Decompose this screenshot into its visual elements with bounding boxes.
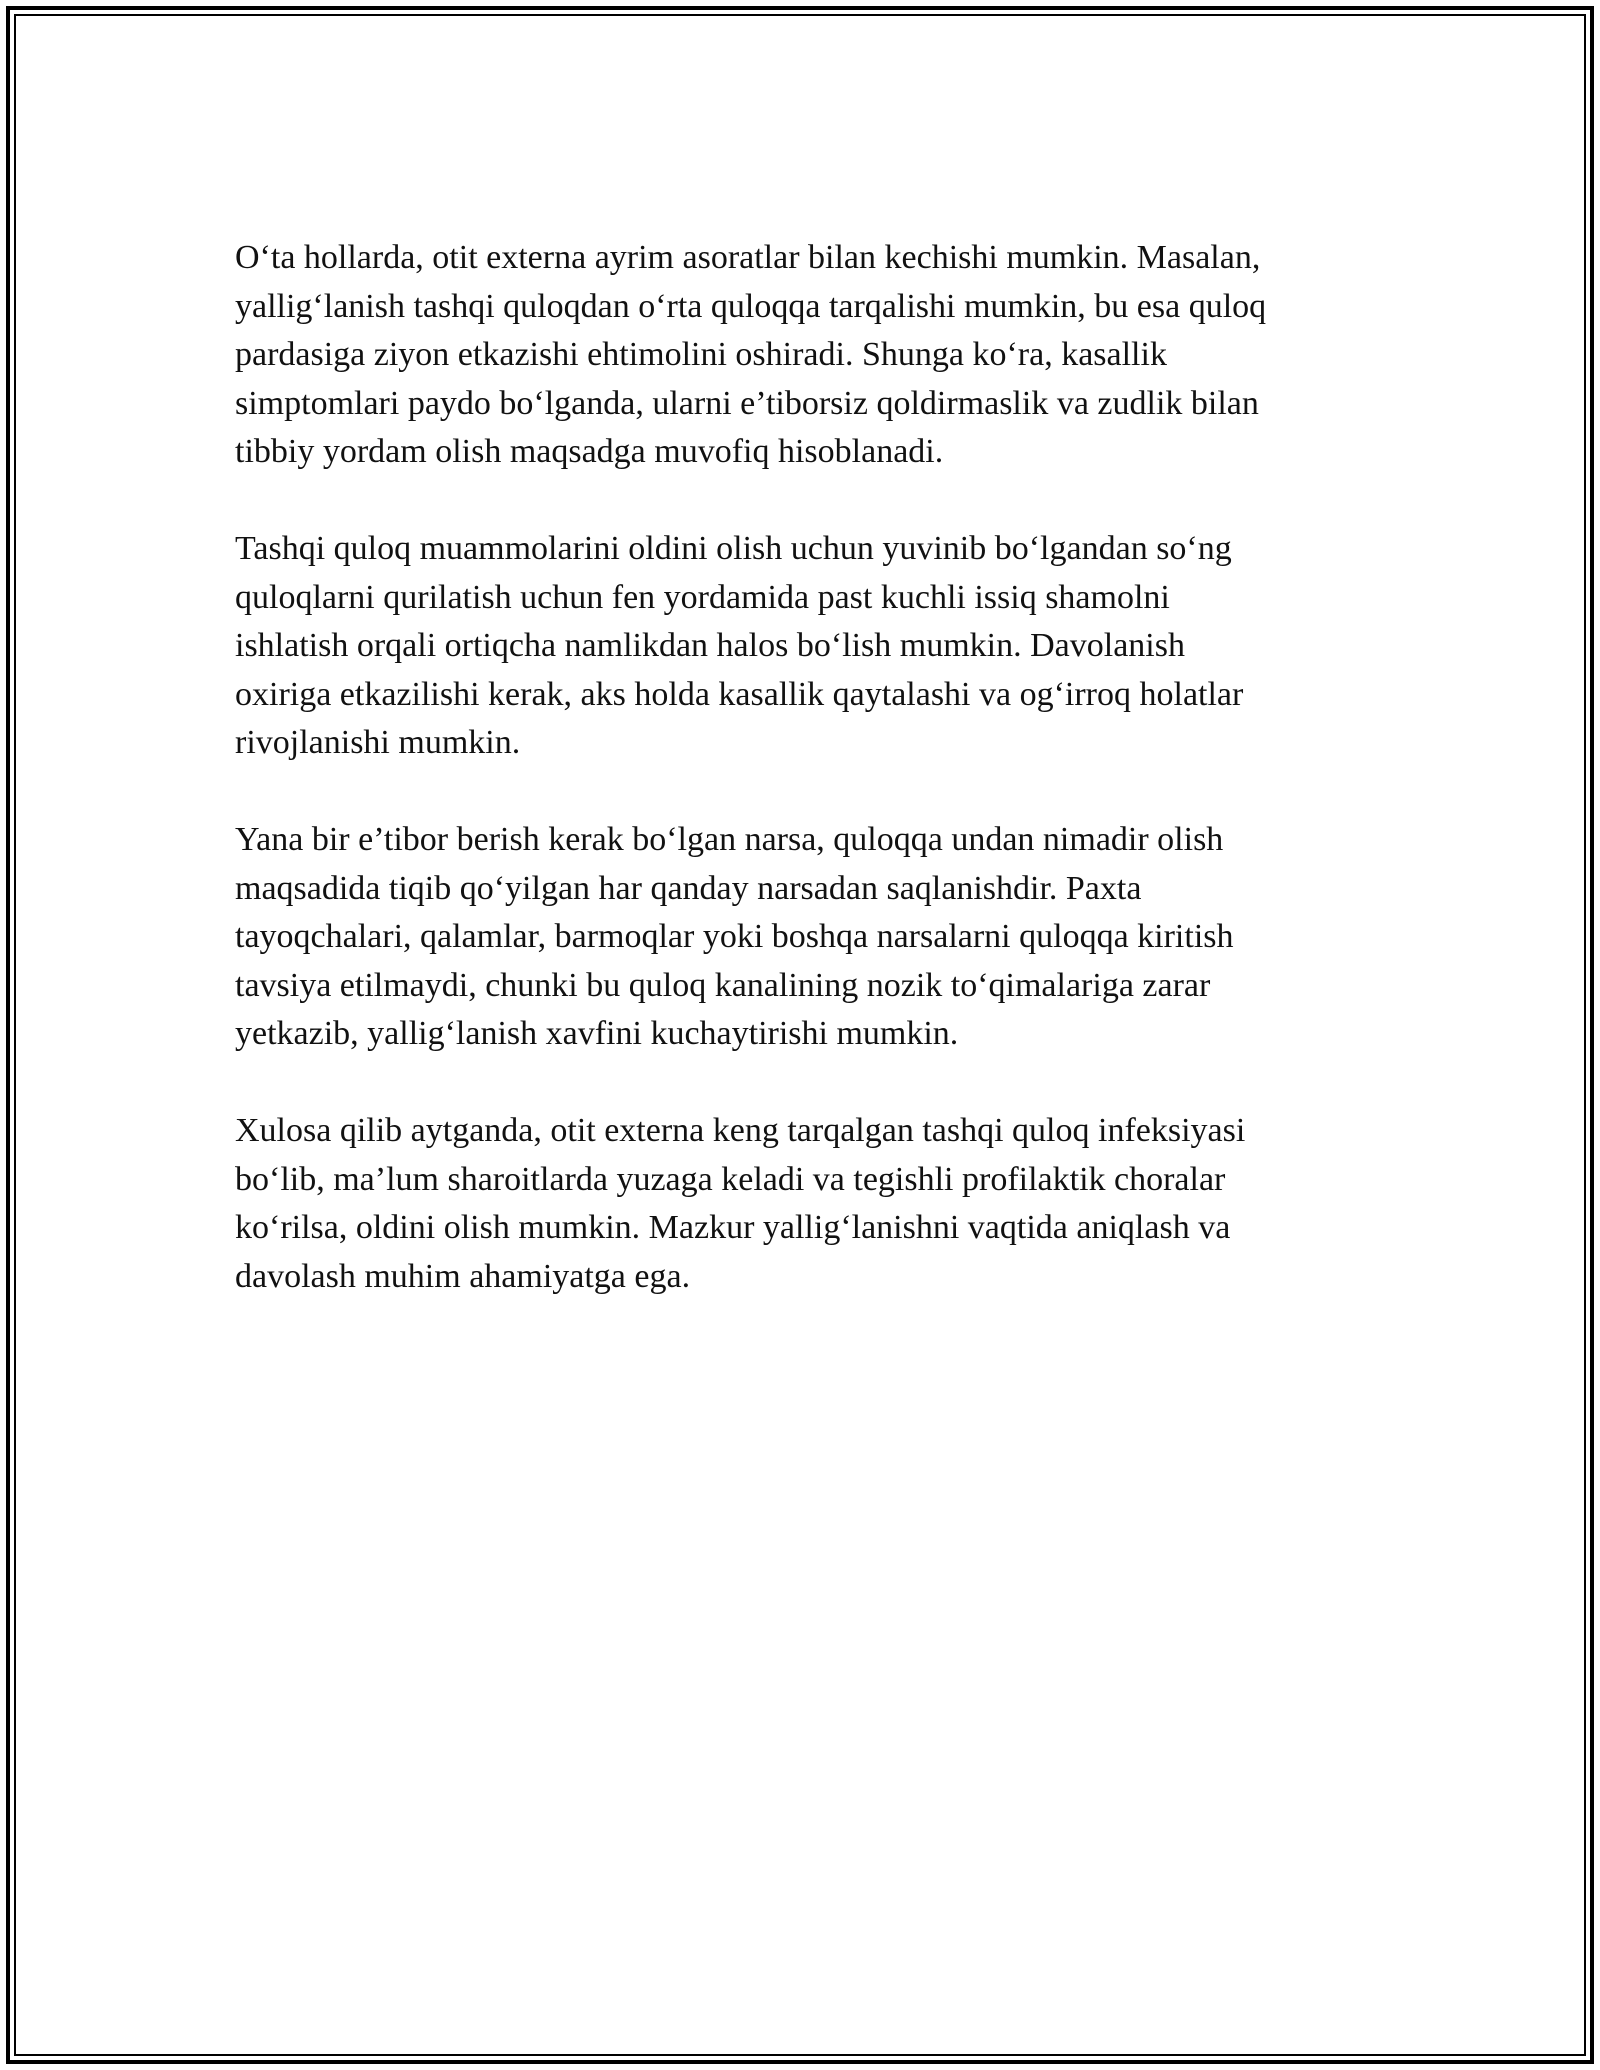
text-line: Tashqi quloq muammolarini oldini olish uchun yuvinib bo‘lgandan so‘ng bbox=[235, 530, 1232, 567]
paragraph-4 bbox=[235, 1107, 1375, 1301]
text-line: rivojlanishi mumkin. bbox=[235, 724, 521, 761]
paragraph-2 bbox=[235, 525, 1375, 768]
text-line: ishlatish orqali ortiqcha namlikdan halos bo‘lish mumkin. Davolanish bbox=[235, 627, 1185, 664]
paragraph-3 bbox=[235, 816, 1375, 1059]
text-line: yallig‘lanish tashqi quloqdan o‘rta quloqqa tarqalishi mumkin, bu esa quloq bbox=[235, 287, 1267, 325]
text-line: simptomlari paydo bo‘lganda, ularni e’tiborsiz qoldirmaslik va zudlik bilan bbox=[235, 384, 1259, 422]
text-line: davolash muhim ahamiyatga ega. bbox=[235, 1257, 691, 1295]
text-line: tavsiya etilmaydi, chunki bu quloq kanalining nozik to‘qimalariga zarar bbox=[235, 966, 1211, 1004]
text-line: maqsadida tiqib qo‘yilgan har qanday narsadan saqlanishdir. Paxta bbox=[235, 869, 1142, 907]
text-line: quloqlarni qurilatish uchun fen yordamida past kuchli issiq shamolni bbox=[235, 578, 1170, 616]
text-line: oxiriga etkazilishi kerak, aks holda kasallik qaytalashi va og‘irroq holatlar bbox=[235, 675, 1244, 713]
text-line: bo‘lib, ma’lum sharoitlarda yuzaga keladi va tegishli profilaktik choralar bbox=[235, 1160, 1226, 1198]
text-line: tibbiy yordam olish maqsadga muvofiq hisoblanadi. bbox=[235, 433, 944, 470]
text-line: ko‘rilsa, oldini olish mumkin. Mazkur yallig‘lanishni vaqtida aniqlash va bbox=[235, 1209, 1231, 1246]
document-body bbox=[235, 234, 1375, 1350]
text-line: Yana bir e’tibor berish kerak bo‘lgan narsa, quloqqa undan nimadir olish bbox=[235, 821, 1224, 858]
text-line: O‘ta hollarda, otit externa ayrim asoratlar bilan kechishi mumkin. Masalan, bbox=[235, 239, 1261, 276]
paragraph-1 bbox=[235, 234, 1375, 477]
text-line: tayoqchalari, qalamlar, barmoqlar yoki boshqa narsalarni quloqqa kiritish bbox=[235, 918, 1234, 955]
text-line: yetkazib, yallig‘lanish xavfini kuchaytirishi mumkin. bbox=[235, 1015, 959, 1052]
text-line: Xulosa qilib aytganda, otit externa keng tarqalgan tashqi quloq infeksiyasi bbox=[235, 1112, 1246, 1149]
text-line: pardasiga ziyon etkazishi ehtimolini oshiradi. Shunga ko‘ra, kasallik bbox=[235, 336, 1167, 373]
